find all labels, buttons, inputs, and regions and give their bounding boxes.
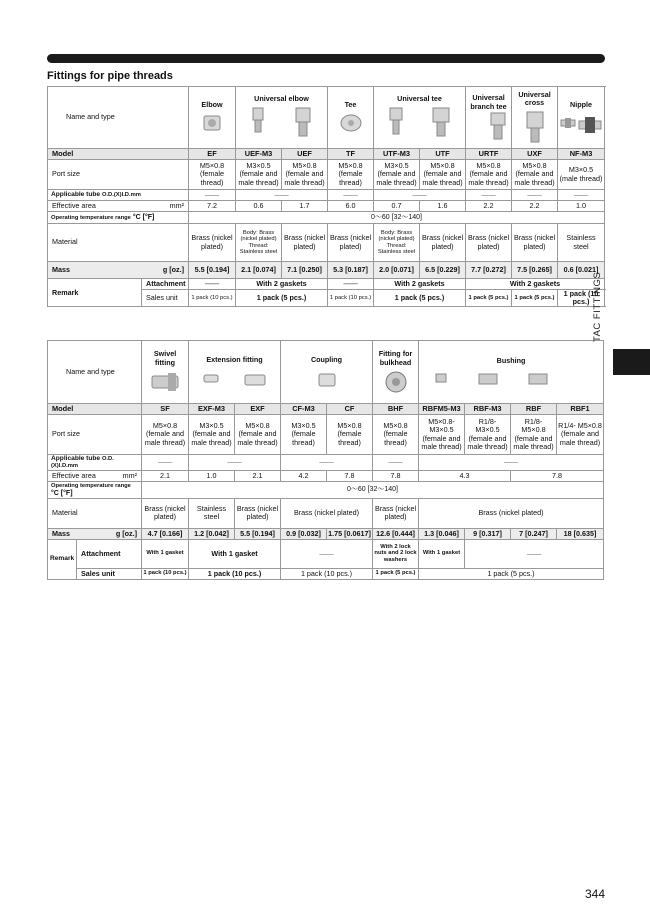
- bushing-rbf-m3-icon: [477, 371, 499, 387]
- group-coupling: Coupling: [281, 341, 373, 404]
- top-rule: [47, 54, 605, 63]
- universal-cross-icon: [524, 110, 546, 144]
- model-cell: NF-M3: [558, 149, 605, 160]
- spec-table-pipe-threads-1: [47, 86, 605, 307]
- table2-effective-area-row: Effective area mm² 2.1 1.0 2.1 4.2 7.8 7.8 4.3 7.8: [48, 470, 604, 481]
- model-cell: EXF: [235, 404, 281, 415]
- group-universal-cross: Universal cross: [512, 87, 558, 149]
- page-number: 344: [585, 887, 606, 901]
- swivel-fitting-icon: [150, 370, 180, 394]
- table1-material-row: Material Brass (nickel plated) Body: Brass (nickel plated) Thread: Stainless steel Brass (nickel plated) Brass (nickel plated) Body: Brass (nickel plated) Thread: Stainless steel Brass (nickel plated) Brass (nickel plated) Brass (nickel plated) Stainless steel: [48, 224, 605, 262]
- table2-header-row: [48, 341, 604, 404]
- tee-fitting-icon: [339, 112, 363, 134]
- table2-port-size-row: Port size M5×0.8 (female and male thread) M3×0.5 (female and male thread) M5×0.8 (female and male thread) M3×0.5 (female thread) M5×0.8 (female thread) M5×0.8 (female thread) M5×0.8- M3×0.5 (female and male thread) R1/8- M3×0.5 (female and male thread) R1/8- M5×0.8 (female and male thread) R1/4- M5×0.8 (female and male thread): [48, 415, 604, 455]
- universal-elbow-m3-icon: [251, 106, 265, 136]
- model-cell: EXF-M3: [189, 404, 235, 415]
- extension-fitting-m3-icon: [202, 372, 220, 384]
- table2-material-row: Material Brass (nickel plated) Stainless steel Brass (nickel plated) Brass (nickel plated) Brass (nickel plated) Brass (nickel plated): [48, 498, 604, 528]
- group-tee: Tee: [328, 87, 374, 149]
- group-nipple: Nipple: [558, 87, 605, 149]
- group-swivel-fitting: Swivel fitting: [142, 341, 189, 404]
- model-cell: CF: [327, 404, 373, 415]
- table2-operating-temp-row: Operating temperature range °C [°F] 0～60 [32～140]: [48, 481, 604, 498]
- group-extension-fitting: Extension fitting: [189, 341, 281, 404]
- port-size-cell: M5×0.8 (female thread): [328, 160, 374, 190]
- table2-sales-unit-row: Sales unit 1 pack (10 pcs.) 1 pack (10 pcs.) 1 pack (10 pcs.) 1 pack (5 pcs.) 1 pack (5 pcs.): [48, 568, 604, 579]
- universal-tee-icon: [431, 106, 451, 140]
- group-universal-elbow: Universal elbow: [236, 87, 328, 149]
- universal-elbow-icon: [294, 106, 312, 140]
- table1-attachment-row: Remark Attachment —— With 2 gaskets —— With 2 gaskets With 2 gaskets: [48, 279, 605, 290]
- table1-effective-area-row: Effective area mm² 7.2 0.6 1.7 6.0 0.7 1.6 2.2 2.2 1.0: [48, 201, 605, 212]
- model-cell: TF: [328, 149, 374, 160]
- model-cell: UEF-M3: [236, 149, 282, 160]
- port-size-cell: M5×0.8 (female thread): [189, 160, 236, 190]
- group-elbow: Elbow: [189, 87, 236, 149]
- model-cell: CF-M3: [281, 404, 327, 415]
- universal-tee-m3-icon: [388, 106, 404, 138]
- model-cell: URTF: [466, 149, 512, 160]
- nipple-m3-icon: [559, 116, 577, 130]
- side-tab-label: TAC FITTINGS: [592, 271, 603, 342]
- table2-applicable-tube-row: Applicable tube O.D.(X)I.D.mm —— —— —— —— ——: [48, 455, 604, 471]
- table2-model-row: Model SF EXF-M3 EXF CF-M3 CF BHF RBFM5-M3 RBF-M3 RBF RBF1: [48, 404, 604, 415]
- port-size-cell: M3×0.5 (female and male thread): [374, 160, 420, 190]
- table1-header-row: [48, 87, 605, 149]
- table1-port-size-row: Port size M5×0.8 (female thread) M3×0.5 (female and male thread) M5×0.8 (female and male thread) M5×0.8 (female thread) M3×0.5 (female and male thread) M5×0.8 (female and male thread) M5×0.8 (female and male thread) M5×0.8 (female and male thread) M3×0.5 (male thread): [48, 160, 605, 190]
- group-universal-branch-tee: Universal branch tee: [466, 87, 512, 149]
- table1-sales-unit-row: Sales unit 1 pack (10 pcs.) 1 pack (5 pcs.) 1 pack (10 pcs.) 1 pack (5 pcs.) 1 pack (5 pcs.) 1 pack (5 pcs.) 1 pack (10 pcs.): [48, 290, 605, 307]
- bushing-rbfm5-m3-icon: [434, 371, 448, 385]
- table1-mass-row: Mass g [oz.] 5.5 [0.194] 2.1 [0.074] 7.1 [0.250] 5.3 [0.187] 2.0 [0.071] 6.5 [0.229] 7.7 [0.272] 7.5 [0.265] 0.6 [0.021]: [48, 262, 605, 279]
- table2-attachment-row: Remark Attachment With 1 gasket With 1 gasket —— With 2 lock nuts and 2 lock washers With 1 gasket ——: [48, 539, 604, 568]
- port-size-cell: M3×0.5 (male thread): [558, 160, 605, 190]
- coupling-icon: [317, 372, 337, 388]
- elbow-fitting-icon: [201, 112, 223, 134]
- bushing-rbf1-icon: [578, 371, 588, 387]
- port-size-cell: M5×0.8 (female and male thread): [512, 160, 558, 190]
- port-size-cell: M5×0.8 (female and male thread): [466, 160, 512, 190]
- extension-fitting-icon: [243, 372, 267, 388]
- group-fitting-for-bulkhead: Fitting for bulkhead: [373, 341, 419, 404]
- name-and-type-label: Name and type: [48, 87, 189, 149]
- table2-mass-row: Mass g [oz.] 4.7 [0.166] 1.2 [0.042] 5.5 [0.194] 0.9 [0.032] 1.75 [0.0617] 12.6 [0.444] 1.3 [0.046] 9 [0.317] 7 [0.247] 18 [0.635]: [48, 528, 604, 539]
- model-cell: UTF: [420, 149, 466, 160]
- model-cell: BHF: [373, 404, 419, 415]
- model-cell: EF: [189, 149, 236, 160]
- group-universal-tee: Universal tee: [374, 87, 466, 149]
- side-tab-marker: [613, 349, 650, 375]
- model-cell: UEF: [282, 149, 328, 160]
- model-cell: UTF-M3: [374, 149, 420, 160]
- table1-model-row: Model EF UEF-M3 UEF TF UTF-M3 UTF URTF UXF NF-M3: [48, 149, 605, 160]
- port-size-cell: M3×0.5 (female and male thread): [236, 160, 282, 190]
- model-cell: RBF: [511, 404, 557, 415]
- table1-operating-temp-row: Operating temperature range °C [°F] 0～60 [32～140]: [48, 212, 605, 224]
- name-and-type-label: Name and type: [48, 341, 142, 404]
- group-bushing: Bushing: [419, 341, 604, 404]
- port-size-cell: M5×0.8 (female and male thread): [420, 160, 466, 190]
- model-cell: RBF1: [557, 404, 604, 415]
- bushing-rbf-icon: [527, 371, 549, 387]
- universal-branch-tee-icon: [489, 111, 507, 141]
- model-cell: SF: [142, 404, 189, 415]
- section-title: Fittings for pipe threads: [47, 70, 173, 82]
- model-cell: UXF: [512, 149, 558, 160]
- nipple-icon: [577, 116, 603, 134]
- port-size-cell: M5×0.8 (female and male thread): [282, 160, 328, 190]
- model-cell: RBFM5-M3: [419, 404, 465, 415]
- table1-applicable-tube-row: Applicable tube O.D.(X)I.D.mm —— —— —— —— —— —— ——: [48, 190, 605, 201]
- bulkhead-fitting-icon: [383, 370, 409, 394]
- spec-table-pipe-threads-2: [47, 340, 604, 580]
- model-cell: RBF-M3: [465, 404, 511, 415]
